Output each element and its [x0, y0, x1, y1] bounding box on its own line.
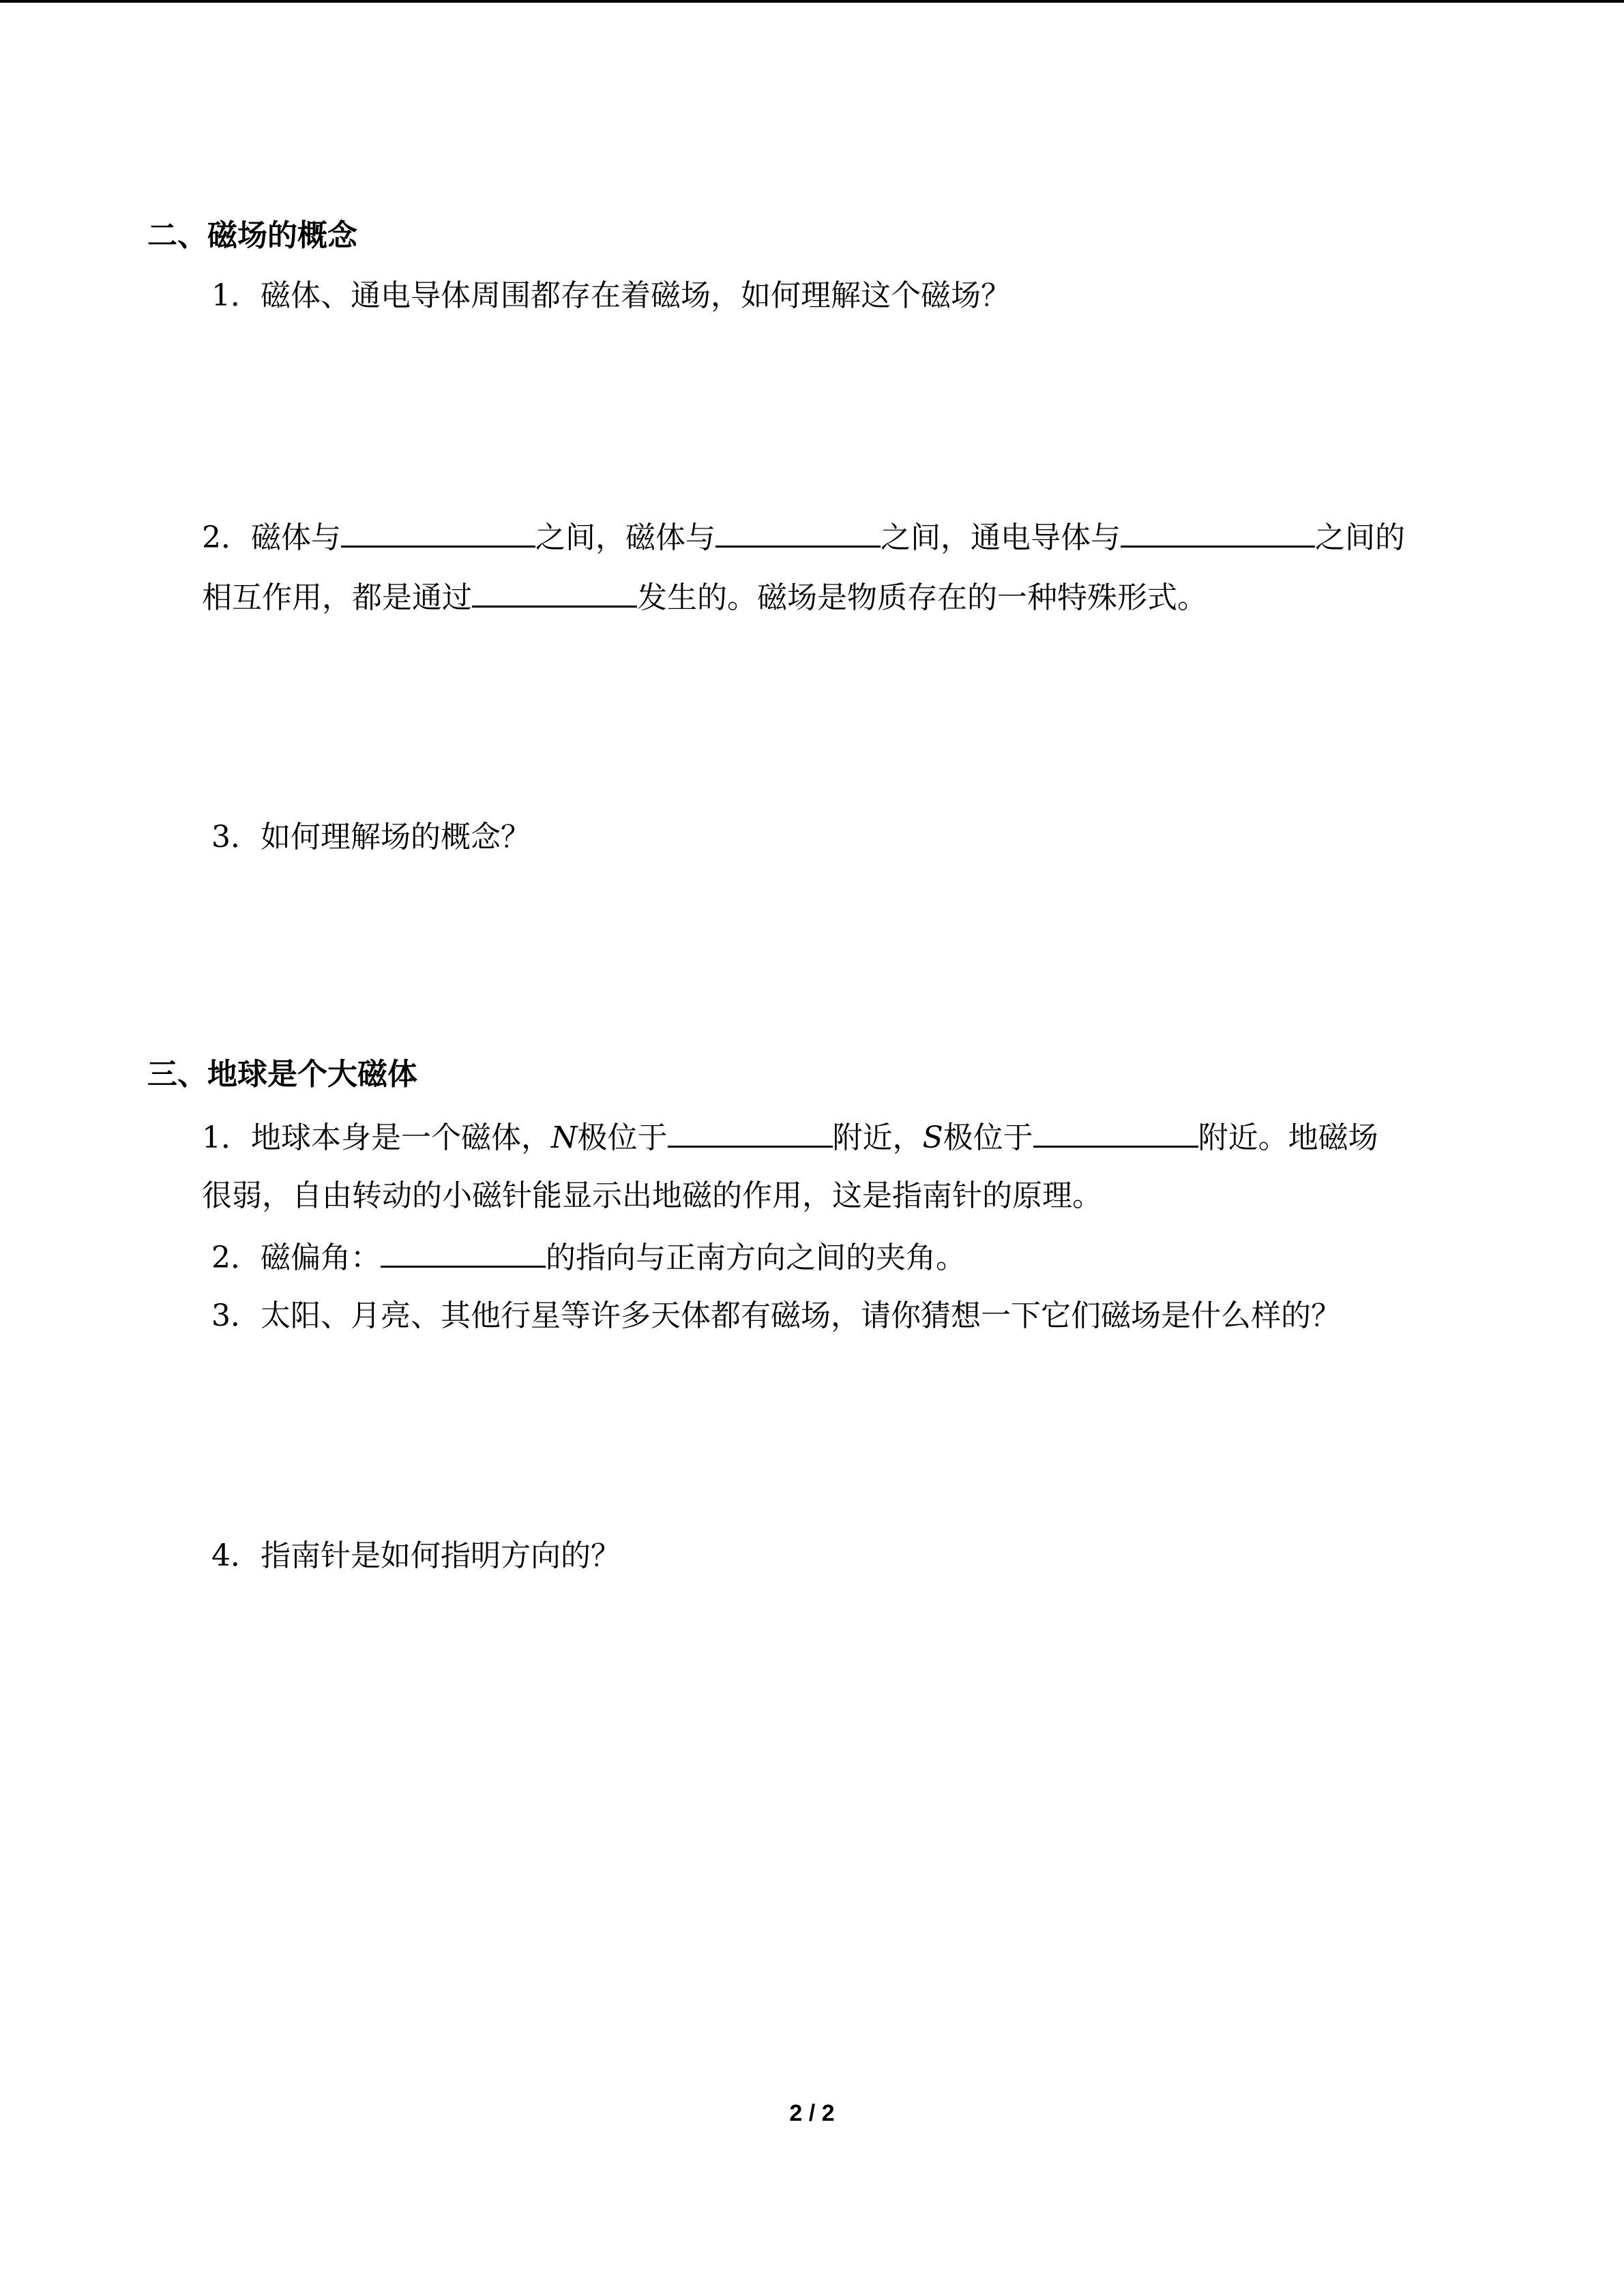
answer-blank[interactable]: [1033, 1116, 1198, 1148]
question-3-2: [211, 1236, 966, 1279]
question-text: 附近，: [832, 1120, 923, 1155]
answer-blank[interactable]: [472, 576, 637, 608]
section-heading-earth-magnet: 三、地球是个大磁体: [147, 1057, 417, 1092]
question-text: 的指向与正南方向之间的夹角。: [546, 1240, 966, 1275]
question-2-2-line1: [202, 516, 1405, 558]
question-text: 相互作用，都是通过: [202, 580, 472, 615]
section-heading-magnetic-field: 二、磁场的概念: [147, 218, 357, 253]
question-3-1-line2: 很弱，自由转动的小磁针能显示出地磁的作用，这是指南针的原理。: [202, 1178, 1102, 1213]
page-top-border: [0, 0, 1624, 3]
question-text: 1．地球本身是一个磁体，: [202, 1120, 551, 1155]
question-2-2-line2: [202, 576, 1207, 618]
answer-blank[interactable]: [341, 516, 535, 548]
question-2-1: 1．磁体、通电导体周围都存在着磁场，如何理解这个磁场？: [211, 278, 1011, 313]
question-text: 极位于: [943, 1120, 1033, 1155]
question-2-3: 3．如何理解场的概念？: [211, 820, 531, 854]
question-text: 极位于: [577, 1120, 668, 1155]
question-text: 附近。地磁场: [1198, 1120, 1378, 1155]
south-pole-symbol: S: [922, 1120, 943, 1155]
question-text: 之间，磁体与: [535, 520, 715, 555]
north-pole-symbol: N: [551, 1120, 578, 1155]
page-number: 2 / 2: [789, 2100, 835, 2126]
answer-blank[interactable]: [668, 1116, 833, 1148]
question-text: 之间的: [1315, 520, 1405, 555]
answer-blank[interactable]: [1121, 516, 1315, 548]
question-3-3: 3．太阳、月亮、其他行星等许多天体都有磁场，请你猜想一下它们磁场是什么样的？: [211, 1298, 1341, 1333]
question-text: 发生的。磁场是物质存在的一种特殊形式。: [637, 580, 1207, 615]
question-3-1-line1: [202, 1116, 1378, 1159]
question-text: 之间，通电导体与: [881, 520, 1121, 555]
answer-blank[interactable]: [381, 1236, 546, 1268]
answer-blank[interactable]: [715, 516, 881, 548]
question-text: 2．磁体与: [202, 520, 341, 555]
question-text: 2．磁偏角：: [211, 1240, 381, 1275]
question-3-4: 4．指南针是如何指明方向的？: [211, 1538, 621, 1573]
